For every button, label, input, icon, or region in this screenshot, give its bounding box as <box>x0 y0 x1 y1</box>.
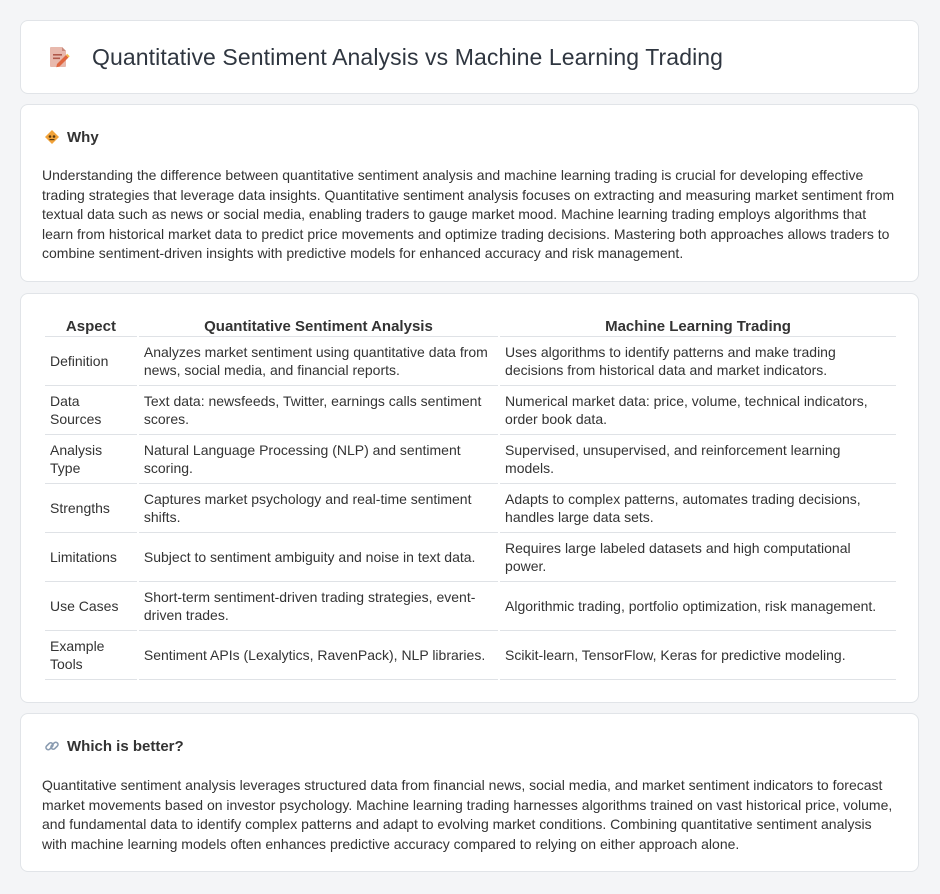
header-aspect: Aspect <box>45 316 137 337</box>
mlt-cell: Algorithmic trading, portfolio optimization, risk management. <box>500 582 896 631</box>
table-row <box>45 337 896 386</box>
header-qsa: Quantitative Sentiment Analysis <box>139 316 498 337</box>
qsa-cell: Captures market psychology and real-time sentiment shifts. <box>139 484 498 533</box>
which-better-section <box>20 713 919 872</box>
mlt-cell: Numerical market data: price, volume, technical indicators, order book data. <box>500 386 896 435</box>
qsa-cell: Natural Language Processing (NLP) and sentiment scoring. <box>139 435 498 484</box>
page-title: Quantitative Sentiment Analysis vs Machine Learning Trading <box>92 43 724 70</box>
table-header-row <box>45 316 896 337</box>
comparison-card <box>20 293 919 703</box>
aspect-cell: Use Cases <box>45 582 137 631</box>
aspect-cell: Example Tools <box>45 631 137 680</box>
table-row <box>45 386 896 435</box>
table-row <box>45 435 896 484</box>
comparison-table <box>43 316 898 680</box>
qsa-cell: Text data: newsfeeds, Twitter, earnings calls sentiment scores. <box>139 386 498 435</box>
mlt-cell: Scikit-learn, TensorFlow, Keras for predictive modeling. <box>500 631 896 680</box>
mlt-cell: Requires large labeled datasets and high computational power. <box>500 533 896 582</box>
why-heading: Why <box>67 128 99 146</box>
table-row <box>45 533 896 582</box>
document-pencil-icon <box>48 45 70 69</box>
table-row <box>45 631 896 680</box>
aspect-cell: Limitations <box>45 533 137 582</box>
link-icon <box>43 737 61 755</box>
table-row <box>45 582 896 631</box>
why-section <box>20 104 919 282</box>
mlt-cell: Adapts to complex patterns, automates trading decisions, handles large data sets. <box>500 484 896 533</box>
aspect-cell: Definition <box>45 337 137 386</box>
qsa-cell: Analyzes market sentiment using quantitative data from news, social media, and financial reports. <box>139 337 498 386</box>
qsa-cell: Subject to sentiment ambiguity and noise in text data. <box>139 533 498 582</box>
header-mlt: Machine Learning Trading <box>500 316 896 337</box>
diamond-warning-icon <box>43 128 61 146</box>
mlt-cell: Supervised, unsupervised, and reinforcement learning models. <box>500 435 896 484</box>
which-better-heading: Which is better? <box>67 737 184 755</box>
title-card <box>20 20 919 94</box>
aspect-cell: Strengths <box>45 484 137 533</box>
which-better-paragraph: Quantitative sentiment analysis leverages structured data from financial news, social media, and market sentiment indicators to forecast market movements based on investor psychology. Machine learning trading harnesses algorithms trained on vast historical price, volume, and fundamental data to identify complex patterns and adapt to evolving market conditions. Combining quantitative sentiment analysis with machine learning models often enhances predictive accuracy compared to relying on either approach alone. <box>42 777 893 852</box>
why-paragraph: Understanding the difference between quantitative sentiment analysis and machine learning trading is crucial for developing effective trading strategies that leverage data insights. Quantitative sentiment analysis focuses on extracting and measuring market sentiment from textual data such as news or social media, enabling traders to gauge market mood. Machine learning trading employs algorithms that learn from historical market data to predict price movements and optimize trading decisions. Mastering both approaches allows traders to combine sentiment-driven insights with predictive models for enhanced accuracy and risk management. <box>42 167 895 262</box>
aspect-cell: Data Sources <box>45 386 137 435</box>
aspect-cell: Analysis Type <box>45 435 137 484</box>
qsa-cell: Sentiment APIs (Lexalytics, RavenPack), NLP libraries. <box>139 631 498 680</box>
mlt-cell: Uses algorithms to identify patterns and make trading decisions from historical data and market indicators. <box>500 337 896 386</box>
qsa-cell: Short-term sentiment-driven trading strategies, event-driven trades. <box>139 582 498 631</box>
table-row <box>45 484 896 533</box>
